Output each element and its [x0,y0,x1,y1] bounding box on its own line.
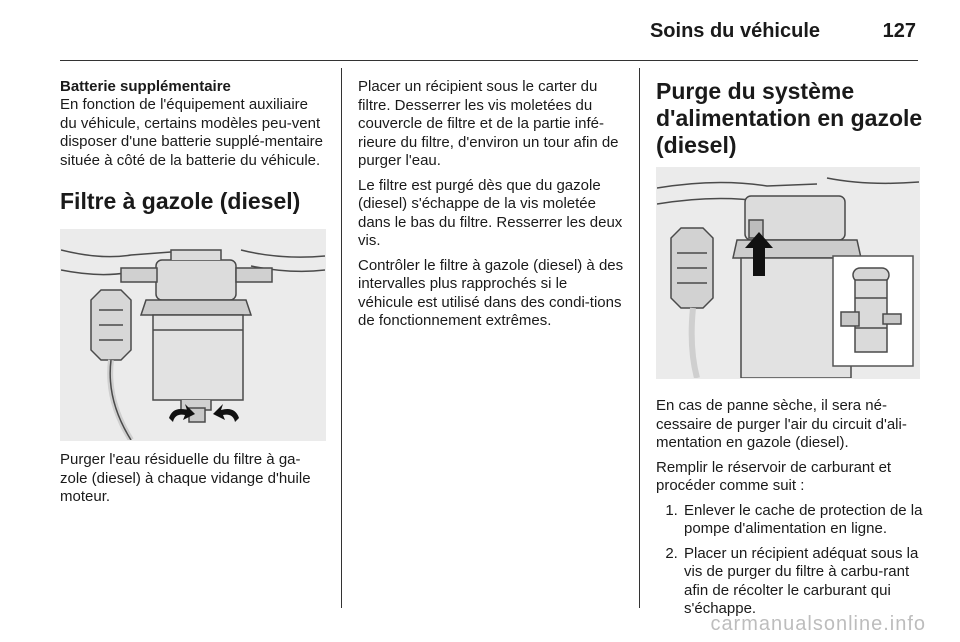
drain-paragraph-1: Placer un récipient sous le carter du filtre. Desserrer les vis moletées du couvercle de filtre et de la partie infé-rieure du filtre, d'environ un tour afin de purger l'eau. [358,78,619,169]
column-right [656,78,926,625]
bleed-system-illustration [656,167,920,379]
drain-paragraph-3: Contrôler le filtre à gazole (diesel) à des intervalles plus rapprochés si le véhicule est utilisé dans des condi-tions de fonctionnement extrêmes. [358,256,624,329]
fuel-filter-caption: Purger l'eau résiduelle du filtre à ga-zole (diesel) à chaque vidange d'huile moteur. [60,451,311,505]
bleed-system-heading: Purge du système d'alimentation en gazole (diesel) [656,78,923,158]
header-rule [60,60,918,61]
aux-battery-text: En fonction de l'équipement auxiliaire du véhicule, certains modèles peu-vent disposer d'une batterie supplé-mentaire située à côté de la batterie du véhicule. [60,96,324,169]
bleed-step: 2. Placer un récipient adéquat sous la vis de purger du filtre à carbu-rant afin de récolter le carburant qui s'échappe. [682,545,926,619]
aux-battery-heading: Batterie supplémentaire [60,78,231,95]
page-number: 127 [882,20,916,42]
bleed-step: 1. Enlever le cache de protection de la pompe d'alimentation en ligne. [682,502,926,539]
column-divider-2 [639,68,640,608]
fuel-filter-illustration [60,229,326,441]
bleed-steps-list [656,502,926,619]
column-left [60,78,326,513]
column-divider-1 [341,68,342,608]
drain-paragraph-2: Le filtre est purgé dès que du gazole (diesel) s'échappe de la vis moletée dans le bas du filtre. Resserrer les deux vis. [358,176,623,249]
watermark: carmanualsonline.info [710,613,926,635]
column-middle [358,78,624,337]
running-header-title: Soins du véhicule [649,20,820,42]
bleed-paragraph-2: Remplir le réservoir de carburant et procéder comme suit : [656,458,892,494]
fuel-filter-heading: Filtre à gazole (diesel) [60,188,301,214]
bleed-paragraph-1: En cas de panne sèche, il sera né-cessaire de purger l'air du circuit d'ali-mentation en gazole (diesel). [656,397,907,451]
